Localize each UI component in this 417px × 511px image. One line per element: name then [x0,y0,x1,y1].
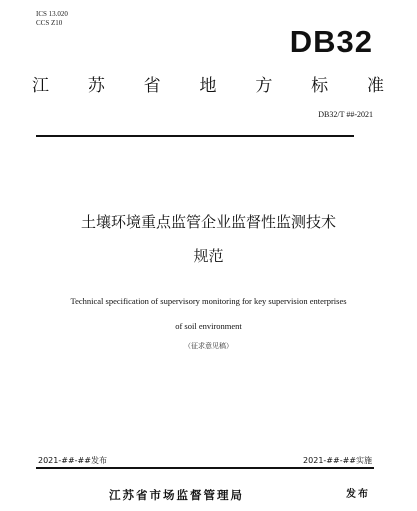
ccs-code: CCS Z10 [36,19,63,27]
top-divider [36,135,354,137]
publish-date: 2021-##-##发布 [38,456,107,465]
implement-date: 2021-##-##实施 [303,456,372,465]
english-title-line-2: of soil environment [175,321,242,331]
chinese-title [20,205,397,273]
standard-type-char: 标 [311,76,329,96]
standard-type-char: 江 [32,76,49,96]
chinese-title-line-1: 土壤环境重点监管企业监督性监测技术 [80,213,336,231]
issue-label: 发布 [346,489,370,500]
standard-code: DB32 [289,24,373,59]
standard-type-heading [32,74,384,98]
standard-type-char: 地 [199,76,217,96]
english-title-line-1: Technical specification of supervisory monitoring for key supervision enterprises [70,296,347,306]
standard-type-char: 省 [143,76,161,96]
draft-note: （征求意见稿） [184,342,233,350]
ics-code: ICS 13.020 [36,10,68,18]
english-title [20,289,397,339]
chinese-title-line-2: 规范 [193,247,224,265]
standard-number: DB32/T ##-2021 [318,110,373,119]
bottom-divider [36,467,374,469]
standard-type-char: 苏 [87,76,105,96]
standard-type-char: 方 [255,76,273,96]
issuing-authority: 江苏省市场监督管理局 [109,488,244,502]
standard-type-char: 准 [366,76,384,96]
